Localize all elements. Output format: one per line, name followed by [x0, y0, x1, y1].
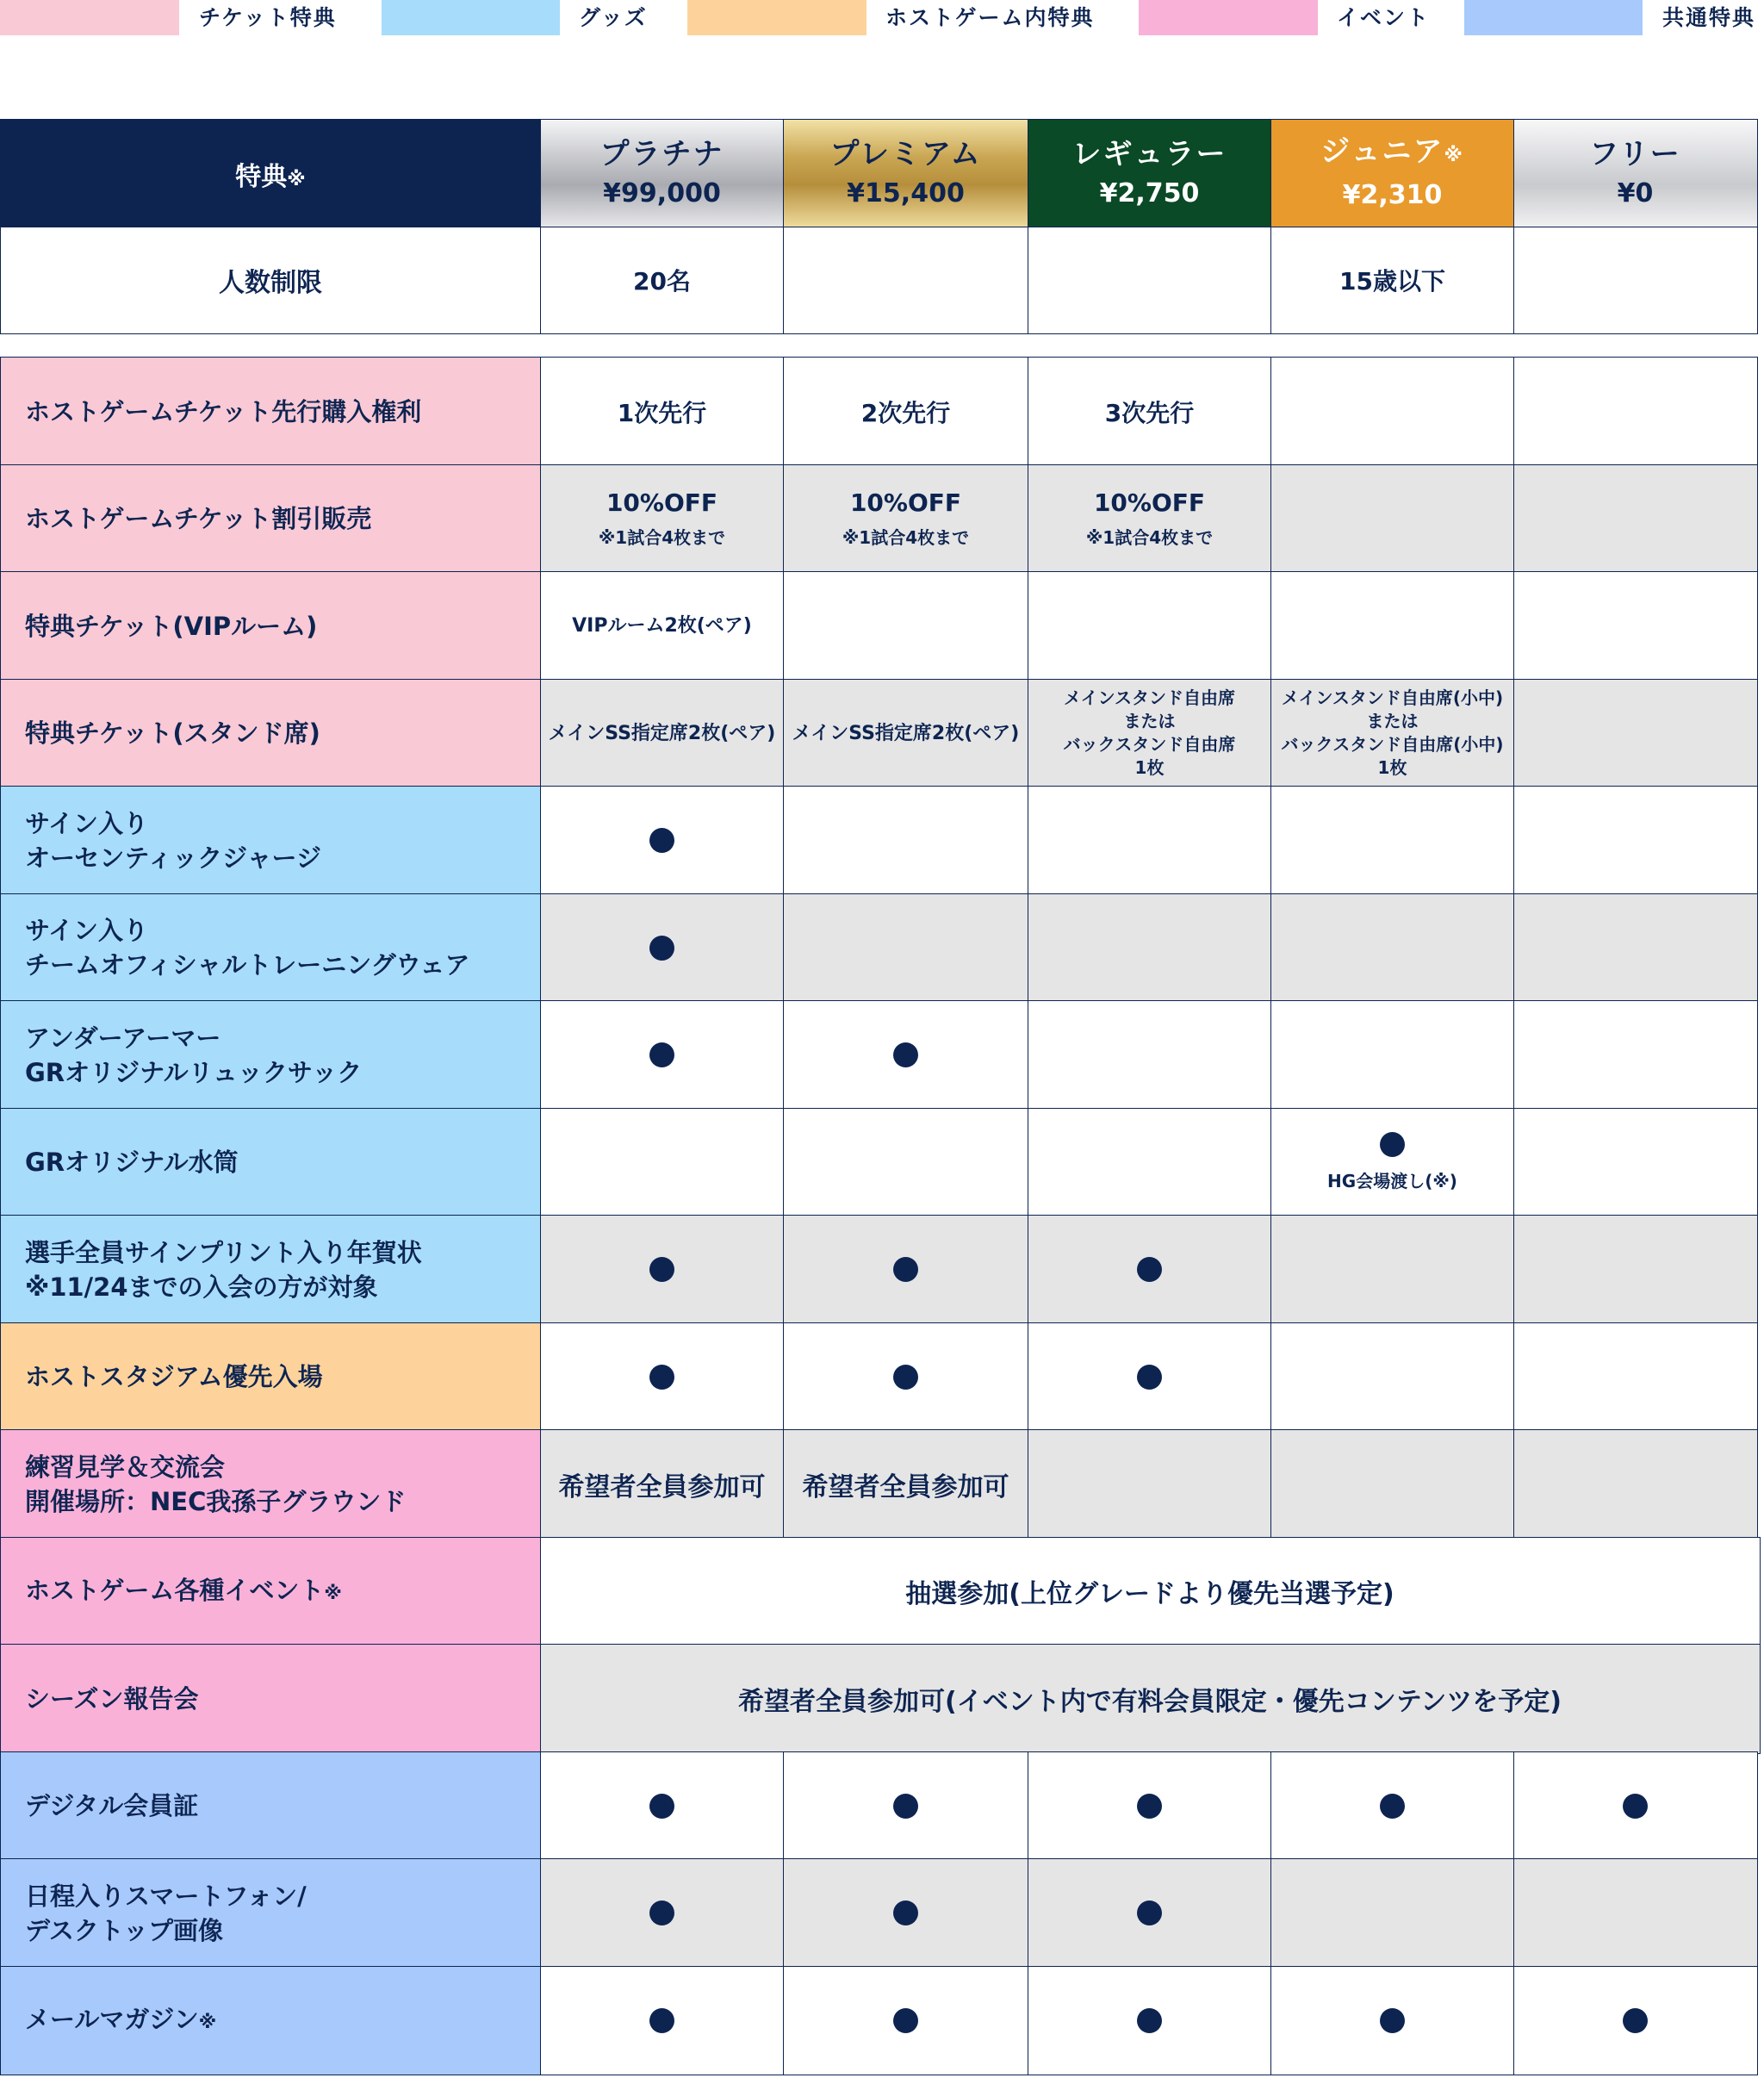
- benefit-cell: [1513, 1000, 1758, 1110]
- benefit-cell: [783, 1966, 1028, 2076]
- included-dot: [649, 1365, 674, 1390]
- benefit-cell: [540, 1108, 785, 1218]
- benefit-cell: [1270, 1751, 1514, 1862]
- included-dot: [1137, 1794, 1162, 1819]
- included-dot: [649, 1042, 674, 1067]
- benefit-label: [0, 571, 541, 681]
- benefit-cell: [540, 786, 785, 896]
- benefit-cell: [783, 1215, 1028, 1325]
- benefit-cell: [1028, 464, 1272, 575]
- benefit-label-text: メールマガジン: [25, 2004, 199, 2034]
- tier-free: [1513, 119, 1758, 229]
- member-limit-free: [1513, 227, 1758, 335]
- feature-header-label: 特典: [235, 161, 288, 192]
- benefit-label: [0, 893, 541, 1004]
- benefit-cell: [540, 464, 785, 575]
- included-dot: [1623, 2008, 1648, 2033]
- benefit-note-mark: ※: [198, 2011, 217, 2032]
- tier-regular-name: レギュラー: [1071, 136, 1227, 171]
- benefit-cell: [1270, 1429, 1514, 1540]
- benefit-cell: [783, 1751, 1028, 1862]
- seat-line: メインスタンド自由席: [1064, 687, 1235, 709]
- benefit-cell-span: 希望者全員参加可(イベント内で有料会員限定・優先コンテンツを予定): [540, 1644, 1761, 1754]
- benefit-cell: [1270, 1966, 1514, 2076]
- benefit-row: [0, 679, 1759, 787]
- benefit-label: [0, 786, 541, 896]
- benefit-cell: [1028, 679, 1272, 789]
- benefit-cell: [783, 1000, 1028, 1110]
- member-limit-premium: [783, 227, 1028, 335]
- included-dot: [1137, 1257, 1162, 1282]
- benefit-cell: メインSS指定席2枚(ペア): [783, 679, 1028, 789]
- benefit-cell: [1513, 893, 1758, 1004]
- benefit-cell: [1028, 1966, 1272, 2076]
- benefit-row: [0, 571, 1759, 680]
- benefit-cell: [540, 1322, 785, 1433]
- benefit-cell: [1513, 786, 1758, 896]
- tier-platinum-name: プラチナ: [599, 136, 724, 171]
- member-limit-regular: [1028, 227, 1272, 335]
- benefit-label: [0, 1644, 541, 1754]
- benefit-cell: [1028, 1108, 1272, 1218]
- benefit-row: [0, 893, 1759, 1002]
- benefit-cell: [540, 1215, 785, 1325]
- benefit-label-line: 日程入りスマートフォン/: [25, 1881, 307, 1911]
- benefit-cell: [1513, 1215, 1758, 1325]
- benefit-cell: [1028, 1000, 1272, 1110]
- benefit-cell: VIPルーム2枚(ペア): [540, 571, 785, 681]
- included-dot: [1137, 2008, 1162, 2033]
- benefit-label-text: ホストスタジアム優先入場: [25, 1362, 323, 1392]
- tier-junior-note-mark: ※: [1444, 145, 1464, 167]
- benefit-cell: [783, 571, 1028, 681]
- legend-label-goods: グッズ: [579, 5, 648, 30]
- included-dot: [1623, 1794, 1648, 1819]
- discount-note: ※1試合4枚まで: [1085, 527, 1214, 549]
- category-legend: [0, 0, 1764, 36]
- tier-premium-name: プレミアム: [829, 136, 982, 171]
- benefit-cell: [783, 1322, 1028, 1433]
- tier-header-row: [0, 119, 1759, 227]
- tier-free-price: ¥0: [1617, 177, 1654, 208]
- benefit-label-text: シーズン報告会: [25, 1683, 199, 1714]
- benefit-label: [0, 1215, 541, 1325]
- benefit-cell: [1270, 1858, 1514, 1969]
- benefit-row: [0, 1215, 1759, 1323]
- benefit-cell: [540, 1858, 785, 1969]
- benefit-row: [0, 357, 1759, 465]
- included-dot: [1137, 1900, 1162, 1925]
- included-dot: [893, 1257, 918, 1282]
- tier-platinum-price: ¥99,000: [603, 177, 721, 208]
- benefit-row: [0, 1108, 1759, 1216]
- benefit-cell: [1513, 464, 1758, 575]
- seat-line: バックスタンド自由席: [1063, 734, 1236, 756]
- benefit-cell: [783, 893, 1028, 1004]
- benefit-cell: [1028, 893, 1272, 1004]
- benefit-cell: [1270, 1000, 1514, 1110]
- benefit-cell: [1028, 1322, 1272, 1433]
- legend-label-event: イベント: [1337, 5, 1431, 30]
- discount-text: 10%OFF: [849, 488, 962, 518]
- tier-premium-price: ¥15,400: [847, 177, 965, 208]
- benefit-label-text: 特典チケット(スタンド席): [25, 719, 320, 749]
- included-dot: [1380, 1132, 1405, 1157]
- benefit-cell: [1270, 1215, 1514, 1325]
- benefit-label: [0, 464, 541, 575]
- included-dot: [893, 1900, 918, 1925]
- benefit-cell: [1513, 1858, 1758, 1969]
- benefit-label-line: チームオフィシャルトレーニングウェア: [25, 950, 470, 980]
- benefit-cell: [1513, 1429, 1758, 1540]
- feature-header: [0, 119, 541, 229]
- benefit-row: [0, 1322, 1759, 1431]
- benefit-cell: [1028, 571, 1272, 681]
- benefit-label-text: ホストゲームチケット割引販売: [25, 504, 372, 534]
- benefit-label-line: 選手全員サインプリント入り年賀状: [25, 1237, 422, 1267]
- benefit-label-line: ※11/24までの入会の方が対象: [25, 1272, 378, 1302]
- seat-line: 1枚: [1377, 757, 1407, 779]
- benefit-label-line: オーセンティックジャージ: [25, 843, 321, 873]
- benefit-label-line: 練習見学＆交流会: [25, 1452, 226, 1482]
- benefit-label: [0, 1108, 541, 1218]
- benefit-row: [0, 786, 1759, 894]
- benefit-cell: [1270, 464, 1514, 575]
- benefit-cell: 2次先行: [783, 357, 1028, 467]
- member-limit-row: [0, 227, 1759, 333]
- benefit-cell: [783, 1858, 1028, 1969]
- legend-swatch-common: [1464, 0, 1643, 35]
- discount-text: 10%OFF: [606, 488, 718, 518]
- benefit-label: [0, 1537, 541, 1647]
- included-dot: [1137, 1365, 1162, 1390]
- benefit-cell: [783, 1108, 1028, 1218]
- benefit-label-line: アンダーアーマー: [25, 1023, 221, 1053]
- included-dot: [649, 1257, 674, 1282]
- included-dot: [649, 1900, 674, 1925]
- benefit-cell: [1270, 786, 1514, 896]
- benefit-cell: [1028, 1751, 1272, 1862]
- dot-note: HG会場渡し(※): [1327, 1171, 1457, 1192]
- benefit-label-text: ホストゲーム各種イベント: [25, 1575, 325, 1605]
- benefit-cell: [1513, 1751, 1758, 1862]
- included-dot: [893, 2008, 918, 2033]
- included-dot: [893, 1794, 918, 1819]
- benefit-row: [0, 1858, 1759, 1967]
- tier-junior-name: ジュニア: [1320, 134, 1444, 170]
- benefit-cell: 希望者全員参加可: [783, 1429, 1028, 1540]
- benefit-cell: [1513, 357, 1758, 467]
- benefit-row: [0, 1966, 1759, 2075]
- benefit-cell: 3次先行: [1028, 357, 1272, 467]
- discount-note: ※1試合4枚まで: [598, 527, 726, 549]
- benefit-row: [0, 1000, 1759, 1109]
- benefit-cell: [540, 1000, 785, 1110]
- included-dot: [1380, 1794, 1405, 1819]
- member-limit-platinum: 20名: [540, 227, 785, 335]
- benefit-row: [0, 1537, 1759, 1645]
- benefit-label-text: GRオリジナル水筒: [25, 1148, 239, 1178]
- benefit-label: [0, 679, 541, 789]
- tier-junior-price: ¥2,310: [1342, 180, 1443, 211]
- benefit-cell: メインSS指定席2枚(ペア): [540, 679, 785, 789]
- benefit-row: [0, 1644, 1759, 1752]
- benefit-cell: [1513, 1108, 1758, 1218]
- benefit-cell: [1270, 893, 1514, 1004]
- benefit-row: [0, 464, 1759, 573]
- benefit-label: [0, 1751, 541, 1862]
- benefit-cell-span: 抽選参加(上位グレードより優先当選予定): [540, 1537, 1761, 1647]
- benefit-label: [0, 1322, 541, 1433]
- benefit-cell: [783, 464, 1028, 575]
- benefit-cell: [1028, 1858, 1272, 1969]
- benefit-cell: [1513, 1966, 1758, 2076]
- benefit-cell: [1028, 1429, 1272, 1540]
- included-dot: [649, 828, 674, 853]
- benefit-cell: [1270, 571, 1514, 681]
- benefit-cell: [1270, 1322, 1514, 1433]
- benefit-label-line: GRオリジナルリュックサック: [25, 1057, 363, 1087]
- benefit-cell: 1次先行: [540, 357, 785, 467]
- benefit-label-line: サイン入り: [25, 808, 148, 838]
- seat-line: メインスタンド自由席(小中): [1281, 687, 1504, 709]
- tier-regular: [1028, 119, 1272, 229]
- included-dot: [1380, 2008, 1405, 2033]
- benefit-cell: [783, 786, 1028, 896]
- benefit-cell: [1270, 1108, 1514, 1218]
- legend-swatch-event: [1139, 0, 1318, 35]
- benefit-cell: [1028, 1215, 1272, 1325]
- tier-platinum: [540, 119, 785, 229]
- feature-header-note-mark: ※: [287, 168, 306, 190]
- benefit-label-line: デスクトップ画像: [25, 1915, 223, 1945]
- legend-swatch-ticket: [0, 0, 179, 35]
- benefit-row: [0, 1751, 1759, 1860]
- seat-line: 1枚: [1134, 757, 1165, 779]
- benefit-label-text: ホストゲームチケット先行購入権利: [25, 396, 422, 426]
- included-dot: [649, 1794, 674, 1819]
- benefit-label-line: 開催場所：NEC我孫子グラウンド: [25, 1486, 407, 1516]
- benefit-label: [0, 1966, 541, 2076]
- benefit-cell: [540, 893, 785, 1004]
- benefit-row: [0, 1429, 1759, 1538]
- seat-line: または: [1366, 711, 1419, 732]
- tier-premium: [783, 119, 1028, 229]
- benefit-cell: [1513, 679, 1758, 789]
- benefit-label-text: デジタル会員証: [25, 1791, 199, 1821]
- benefit-label: [0, 1858, 541, 1969]
- member-limit-label: 人数制限: [0, 227, 541, 335]
- included-dot: [893, 1365, 918, 1390]
- legend-label-hg: ホストゲーム内特典: [885, 5, 1095, 30]
- benefit-cell: [1270, 679, 1514, 789]
- included-dot: [649, 936, 674, 961]
- benefit-cell: [1028, 786, 1272, 896]
- benefit-label: [0, 357, 541, 467]
- tier-regular-price: ¥2,750: [1099, 177, 1200, 208]
- legend-swatch-goods: [382, 0, 560, 35]
- benefit-cell: [540, 1966, 785, 2076]
- discount-note: ※1試合4枚まで: [842, 527, 970, 549]
- benefit-label-line: サイン入り: [25, 916, 148, 946]
- benefit-note-mark: ※: [324, 1582, 342, 1603]
- seat-line: バックスタンド自由席(小中): [1281, 734, 1504, 756]
- tier-junior: [1270, 119, 1514, 229]
- benefit-cell: 希望者全員参加可: [540, 1429, 785, 1540]
- benefit-cell: [1270, 357, 1514, 467]
- seat-line: または: [1123, 711, 1176, 732]
- benefit-label: [0, 1000, 541, 1110]
- benefit-label-text: 特典チケット(VIPルーム): [25, 611, 318, 641]
- member-limit-junior: 15歳以下: [1270, 227, 1514, 335]
- legend-label-common: 共通特典: [1662, 5, 1756, 30]
- benefit-cell: [540, 1751, 785, 1862]
- benefit-label: [0, 1429, 541, 1540]
- benefit-cell: [1513, 571, 1758, 681]
- included-dot: [649, 2008, 674, 2033]
- benefit-cell: [1513, 1322, 1758, 1433]
- discount-text: 10%OFF: [1093, 488, 1206, 518]
- legend-label-ticket: チケット特典: [199, 5, 337, 30]
- included-dot: [893, 1042, 918, 1067]
- tier-free-name: フリー: [1589, 136, 1681, 171]
- legend-swatch-hg: [687, 0, 866, 35]
